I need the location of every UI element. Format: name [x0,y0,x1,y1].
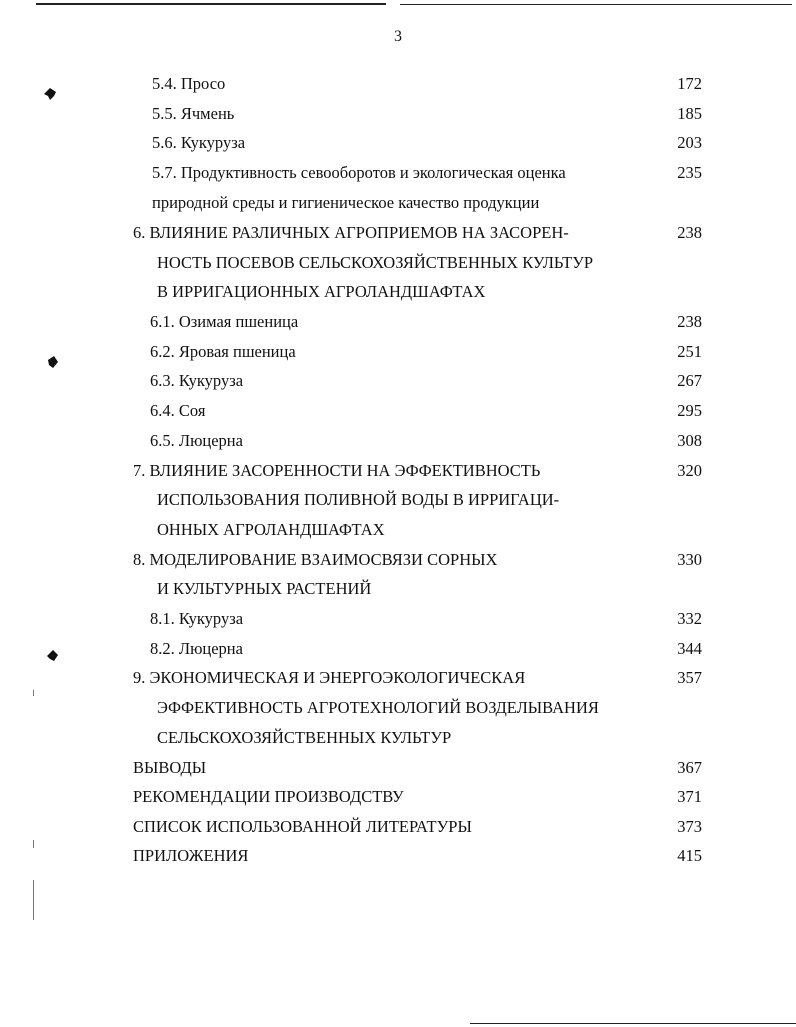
binding-hole-mark-icon [44,354,60,370]
toc-entry-6-5[interactable]: 6.5. Люцерна [150,431,243,450]
toc-entry-5-6[interactable]: 5.6. Кукуруза [152,133,246,152]
toc-entry-8-cont: И КУЛЬТУРНЫХ РАСТЕНИЙ [157,579,372,598]
scan-top-rule [36,3,386,5]
toc-entry-6-1[interactable]: 6.1. Озимая пшеница [150,312,299,331]
toc-page-number: 251 [677,342,702,361]
toc-entry-9-cont: ЭФФЕКТИВНОСТЬ АГРОТЕХНОЛОГИЙ ВОЗДЕЛЫВАНИЯ [157,698,599,717]
scan-bottom-rule [470,1023,796,1024]
toc-entry-appendices[interactable]: ПРИЛОЖЕНИЯ [133,846,249,865]
toc-entry-recommendations[interactable]: РЕКОМЕНДАЦИИ ПРОИЗВОДСТВУ [133,787,404,806]
toc-entry-6-cont: НОСТЬ ПОСЕВОВ СЕЛЬСКОХОЗЯЙСТВЕННЫХ КУЛЬТУР [157,253,594,272]
toc-page-number: 172 [677,74,702,93]
scan-speck [33,840,34,848]
toc-page-number: 185 [677,104,702,123]
toc-entry-conclusions[interactable]: ВЫВОДЫ [133,758,207,777]
toc-entry-5-7[interactable]: 5.7. Продуктивность севооборотов и экологическая оценка [152,163,566,182]
toc-entry-8-2[interactable]: 8.2. Люцерна [150,639,243,658]
toc-entry-5-7-cont: природной среды и гигиеническое качество продукции [152,193,540,212]
toc-page-number: 357 [677,668,702,687]
toc-page-number: 238 [677,223,702,242]
toc-entry-7-cont: ОННЫХ АГРОЛАНДШАФТАХ [157,520,385,539]
toc-page-number: 308 [677,431,702,450]
toc-entry-5-4[interactable]: 5.4. Просо [152,74,226,93]
toc-page-number: 235 [677,163,702,182]
toc-entry-8[interactable]: 8. МОДЕЛИРОВАНИЕ ВЗАИМОСВЯЗИ СОРНЫХ [133,550,498,569]
scan-speck [33,880,34,920]
binding-hole-mark-icon [42,86,58,102]
page-number: 3 [394,28,402,45]
toc-page-number: 332 [677,609,702,628]
toc-entry-7[interactable]: 7. ВЛИЯНИЕ ЗАСОРЕННОСТИ НА ЭФФЕКТИВНОСТЬ [133,461,541,480]
toc-page-number: 344 [677,639,702,658]
toc-page-number: 415 [677,846,702,865]
toc-entry-6-3[interactable]: 6.3. Кукуруза [150,371,244,390]
toc-entry-8-1[interactable]: 8.1. Кукуруза [150,609,244,628]
binding-hole-mark-icon [44,648,60,664]
toc-entry-6-2[interactable]: 6.2. Яровая пшеница [150,342,296,361]
toc-entry-6-4[interactable]: 6.4. Соя [150,401,206,420]
toc-page-number: 320 [677,461,702,480]
toc-page-number: 367 [677,758,702,777]
scan-top-rule-right [400,4,792,5]
toc-page-number: 373 [677,817,702,836]
toc-page-number: 330 [677,550,702,569]
toc-entry-9[interactable]: 9. ЭКОНОМИЧЕСКАЯ И ЭНЕРГОЭКОЛОГИЧЕСКАЯ [133,668,526,687]
toc-page-number: 203 [677,133,702,152]
toc-entry-6-cont: В ИРРИГАЦИОННЫХ АГРОЛАНДШАФТАХ [157,282,486,301]
toc-entry-6[interactable]: 6. ВЛИЯНИЕ РАЗЛИЧНЫХ АГРОПРИЕМОВ НА ЗАСОРЕН- [133,223,569,242]
toc-entry-5-5[interactable]: 5.5. Ячмень [152,104,235,123]
toc-entry-9-cont: СЕЛЬСКОХОЗЯЙСТВЕННЫХ КУЛЬТУР [157,728,452,747]
toc-entry-references[interactable]: СПИСОК ИСПОЛЬЗОВАННОЙ ЛИТЕРАТУРЫ [133,817,472,836]
toc-page-number: 295 [677,401,702,420]
scan-speck [33,690,34,696]
toc-page-number: 267 [677,371,702,390]
toc-page-number: 371 [677,787,702,806]
toc-page-number: 238 [677,312,702,331]
toc-entry-7-cont: ИСПОЛЬЗОВАНИЯ ПОЛИВНОЙ ВОДЫ В ИРРИГАЦИ- [157,490,560,509]
